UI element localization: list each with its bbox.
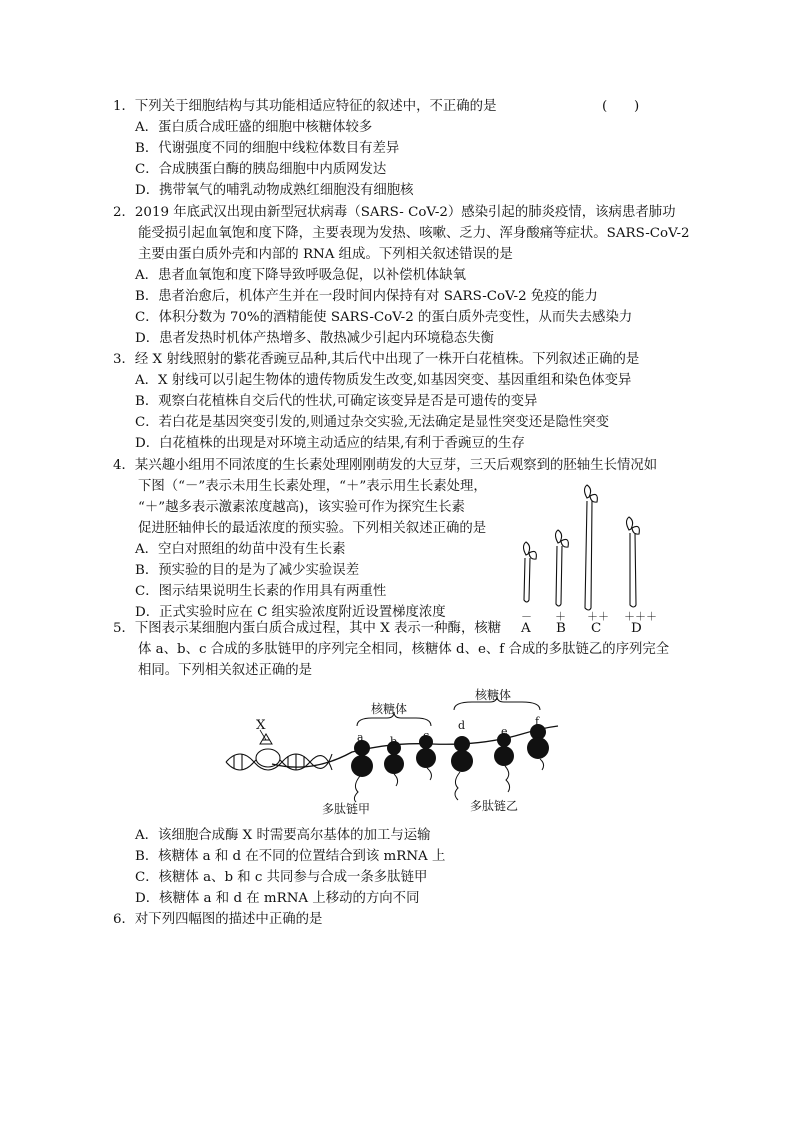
seedling-label-c: C: [591, 621, 602, 636]
q5-option-c: C．核糖体 a、b 和 c 共同参与合成一条多肽链甲: [135, 870, 428, 885]
q1-answer-bracket: ( ): [602, 99, 640, 114]
q2-option-a: A．患者血氧饱和度下降导致呼吸急促，以补偿机体缺氧: [135, 268, 467, 283]
q2-option-d: D．患者发热时机体产热增多、散热减少引起内环境稳态失衡: [135, 331, 494, 346]
q3-option-c: C．若白花是基因突变引发的,则通过杂交实验,无法确定是显性突变还是隐性突变: [135, 415, 610, 430]
q6-stem: 6．对下列四幅图的描述中正确的是: [113, 912, 323, 927]
ribosome-letter-c: c: [423, 729, 430, 742]
q3-option-b: B．观察白花植株自交后代的性状,可确定该变异是否是可遗传的变异: [135, 394, 538, 409]
q1-option-b: B．代谢强度不同的细胞中线粒体数目有差异: [135, 141, 400, 156]
q4-stem-line1: 4．某兴趣小组用不同浓度的生长素处理刚刚萌发的大豆芽，三天后观察到的胚轴生长情况如: [113, 458, 658, 473]
seedling-sign-b: ＋: [555, 610, 566, 623]
q4-option-c: C．图示结果说明生长素的作用具有两重性: [135, 584, 387, 599]
seedling-label-b: B: [556, 621, 566, 636]
q4-stem-line2: 下图（“－”表示未用生长素处理，“＋”表示用生长素处理，: [138, 479, 487, 494]
q4-stem-line4: 促进胚轴伸长的最适浓度的预实验。下列相关叙述正确的是: [138, 521, 487, 536]
q5-stem-line1: 5．下图表示某细胞内蛋白质合成过程，其中 X 表示一种酶，核糖: [113, 621, 502, 636]
enzyme-x-label: X: [256, 718, 266, 733]
q2-stem-line1: 2．2019 年底武汉出现由新型冠状病毒（SARS- CoV-2）感染引起的肺炎疫情，该病患者肺功: [113, 205, 676, 220]
q5-stem-line2: 体 a、b、c 合成的多肽链甲的序列完全相同，核糖体 d、e、f 合成的多肽链乙的序列完全: [138, 642, 670, 657]
q1-option-d: D．携带氧气的哺乳动物成熟红细胞没有细胞核: [135, 183, 414, 198]
q2-option-b: B．患者治愈后，机体产生并在一段时间内保持有对 SARS-CoV-2 免疫的能力: [135, 289, 598, 304]
seedling-a: [524, 542, 537, 602]
q2-option-c: C．体积分数为 70%的酒精能使 SARS-CoV-2 的蛋白质外壳变性，从而失去感染力: [135, 310, 633, 325]
mrna-strand: [272, 726, 558, 767]
ribosome-letter-e: e: [501, 725, 508, 738]
ribosome-letter-a: a: [357, 731, 364, 744]
seedling-d: [627, 517, 640, 607]
q5-option-a: A．该细胞合成酶 X 时需要高尔基体的加工与运输: [135, 828, 431, 843]
q4-option-a: A．空白对照组的幼苗中没有生长素: [135, 542, 346, 557]
polypeptide-chain-1-label: 多肽链甲: [322, 802, 371, 816]
q5-option-d: D．核糖体 a 和 d 在 mRNA 上移动的方向不同: [135, 891, 420, 906]
q4-option-d: D．正式实验时应在 C 组实验浓度附近设置梯度浓度: [135, 605, 446, 620]
seedling-sign-c: ＋＋: [587, 610, 609, 623]
q1-stem: 1．下列关于细胞结构与其功能相适应特征的叙述中，不正确的是: [113, 99, 497, 114]
q4-option-b: B．预实验的目的是为了减少实验误差: [135, 563, 360, 578]
q1-option-c: C．合成胰蛋白酶的胰岛细胞中内质网发达: [135, 162, 387, 177]
seedling-label-a: A: [521, 621, 531, 636]
q5-option-b: B．核糖体 a 和 d 在不同的位置结合到该 mRNA 上: [135, 849, 446, 864]
q5-stem-line3: 相同。下列相关叙述正确的是: [138, 663, 313, 678]
seedling-sign-a: －: [521, 610, 532, 623]
enzyme-x-icon: [256, 734, 280, 767]
ribosome-letter-f: f: [535, 715, 540, 728]
ribosome-label-2: 核糖体: [475, 688, 512, 702]
q1-option-a: A．蛋白质合成旺盛的细胞中核糖体较多: [135, 120, 373, 135]
q2-stem-line3: 主要由蛋白质外壳和内部的 RNA 组成。下列相关叙述错误的是: [138, 247, 513, 262]
q4-stem-line3: “＋”越多表示激素浓度越高)，该实验可作为探究生长素: [138, 500, 465, 515]
q2-stem-line2: 能受损引起血氧饱和度下降，主要表现为发热、咳嗽、乏力、浑身酸痛等症状。SARS-CoV-2: [138, 226, 690, 241]
q3-stem: 3．经 X 射线照射的紫花香豌豆品种,其后代中出现了一株开白花植株。下列叙述正确的是: [113, 352, 640, 367]
seedling-c: [585, 485, 598, 610]
seedling-sign-d: ＋＋＋: [624, 610, 657, 623]
seedling-label-d: D: [631, 621, 642, 636]
ribosome-label-1: 核糖体: [371, 702, 408, 716]
polypeptide-chain-2-label: 多肽链乙: [470, 799, 519, 813]
ribosomes-group-2: [451, 724, 549, 772]
ribosome-letter-d: d: [458, 719, 466, 732]
q3-option-d: D．白花植株的出现是对环境主动适应的结果,有利于香豌豆的生存: [135, 436, 525, 451]
seedling-b: [556, 530, 569, 606]
ribosome-letter-b: b: [390, 735, 398, 748]
q3-option-a: A．X 射线可以引起生物体的遗传物质发生改变,如基因突变、基因重组和染色体变异: [135, 373, 632, 388]
